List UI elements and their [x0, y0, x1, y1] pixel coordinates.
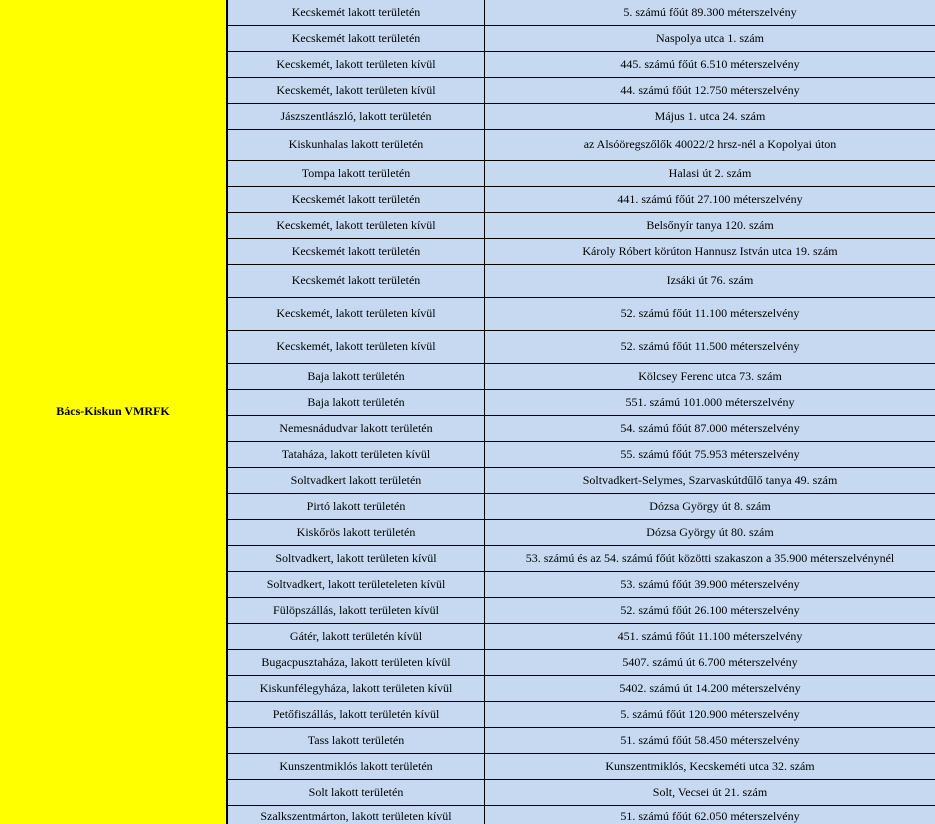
- place-cell: Kiskőrös lakott területén: [228, 519, 485, 545]
- table-row: [228, 701, 935, 727]
- location-cell: 52. számú főút 11.500 méterszelvény: [485, 330, 935, 363]
- table-row: [228, 330, 935, 363]
- table-row: [228, 264, 935, 297]
- place-cell: Kecskemét lakott területén: [228, 264, 485, 297]
- table-row: [228, 493, 935, 519]
- location-cell: Május 1. utca 24. szám: [485, 103, 935, 129]
- location-cell: Belsőnyír tanya 120. szám: [485, 212, 935, 238]
- place-cell: Solt lakott területén: [228, 779, 485, 805]
- table-row: [228, 363, 935, 389]
- location-cell: Halasi út 2. szám: [485, 160, 935, 186]
- location-cell: Dózsa György út 8. szám: [485, 493, 935, 519]
- place-cell: Baja lakott területén: [228, 389, 485, 415]
- location-cell: 451. számú főút 11.100 méterszelvény: [485, 623, 935, 649]
- place-cell: Kecskemét, lakott területen kívül: [228, 77, 485, 103]
- place-cell: Soltvadkert lakott területén: [228, 467, 485, 493]
- place-cell: Jászszentlászló, lakott területén: [228, 103, 485, 129]
- place-cell: Nemesnádudvar lakott területén: [228, 415, 485, 441]
- location-cell: Soltvadkert-Selymes, Szarvaskútdűlő tanya 49. szám: [485, 467, 935, 493]
- table-row: [228, 519, 935, 545]
- table-row: [228, 238, 935, 264]
- location-cell: 5402. számú út 14.200 méterszelvény: [485, 675, 935, 701]
- location-cell: 52. számú főút 26.100 méterszelvény: [485, 597, 935, 623]
- table-row: [228, 597, 935, 623]
- table-row: [228, 212, 935, 238]
- location-cell: 551. számú 101.000 méterszelvény: [485, 389, 935, 415]
- locations-table: [227, 0, 935, 824]
- table-row: [228, 467, 935, 493]
- table-row: [228, 441, 935, 467]
- place-cell: Kecskemét, lakott területen kívül: [228, 330, 485, 363]
- table-row: [228, 727, 935, 753]
- location-cell: 52. számú főút 11.100 méterszelvény: [485, 297, 935, 330]
- location-cell: 54. számú főút 87.000 méterszelvény: [485, 415, 935, 441]
- location-cell: 5. számú főút 89.300 méterszelvény: [485, 0, 935, 25]
- table-row: [228, 805, 935, 824]
- region-label: Bács-Kiskun VMRFK: [56, 404, 170, 418]
- place-cell: Kiskunhalas lakott területén: [228, 129, 485, 160]
- location-cell: Kunszentmiklós, Kecskeméti utca 32. szám: [485, 753, 935, 779]
- place-cell: Tataháza, lakott területen kívül: [228, 441, 485, 467]
- table-row: [228, 545, 935, 571]
- table-row: [228, 675, 935, 701]
- place-cell: Kunszentmiklós lakott területén: [228, 753, 485, 779]
- place-cell: Gátér, lakott területén kívül: [228, 623, 485, 649]
- place-cell: Kiskunfélegyháza, lakott területen kívül: [228, 675, 485, 701]
- location-cell: Károly Róbert körúton Hannusz István utca 19. szám: [485, 238, 935, 264]
- place-cell: Kecskemét lakott területén: [228, 0, 485, 25]
- place-cell: Kecskemét lakott területén: [228, 238, 485, 264]
- table-row: [228, 571, 935, 597]
- location-cell: 5407. számú út 6.700 méterszelvény: [485, 649, 935, 675]
- location-cell: 445. számú főút 6.510 méterszelvény: [485, 51, 935, 77]
- table-row: [228, 649, 935, 675]
- table-row: [228, 779, 935, 805]
- location-cell: Solt, Vecsei út 21. szám: [485, 779, 935, 805]
- table-row: [228, 103, 935, 129]
- location-cell: 51. számú főút 58.450 méterszelvény: [485, 727, 935, 753]
- location-cell: Naspolya utca 1. szám: [485, 25, 935, 51]
- place-cell: Fülöpszállás, lakott területen kívül: [228, 597, 485, 623]
- place-cell: Kecskemét lakott területén: [228, 25, 485, 51]
- table-row: [228, 25, 935, 51]
- location-cell: 5. számú főút 120.900 méterszelvény: [485, 701, 935, 727]
- location-cell: Kölcsey Ferenc utca 73. szám: [485, 363, 935, 389]
- table-row: [228, 297, 935, 330]
- location-cell: 441. számú főút 27.100 méterszelvény: [485, 186, 935, 212]
- place-cell: Kecskemét lakott területén: [228, 186, 485, 212]
- table-row: [228, 623, 935, 649]
- table-row: [228, 415, 935, 441]
- place-cell: Bugacpusztaháza, lakott területen kívül: [228, 649, 485, 675]
- location-cell: 53. számú főút 39.900 méterszelvény: [485, 571, 935, 597]
- place-cell: Tompa lakott területén: [228, 160, 485, 186]
- table-row: [228, 77, 935, 103]
- location-cell: Izsáki út 76. szám: [485, 264, 935, 297]
- location-cell: 44. számú főút 12.750 méterszelvény: [485, 77, 935, 103]
- place-cell: Pirtó lakott területén: [228, 493, 485, 519]
- table-row: [228, 51, 935, 77]
- table-row: [228, 0, 935, 25]
- table-row: [228, 129, 935, 160]
- location-cell: 53. számú és az 54. számú főút közötti szakaszon a 35.900 méterszelvénynél: [485, 545, 935, 571]
- region-cell: [0, 0, 227, 824]
- table-row: [228, 186, 935, 212]
- place-cell: Soltvadkert, lakott területeleten kívül: [228, 571, 485, 597]
- location-cell: 51. számú főút 62.050 méterszelvény: [485, 805, 935, 824]
- place-cell: Kecskemét, lakott területen kívül: [228, 212, 485, 238]
- table-row: [228, 160, 935, 186]
- table-body: [228, 0, 935, 824]
- location-cell: az Alsóöregszőlők 40022/2 hrsz-nél a Kopolyai úton: [485, 129, 935, 160]
- location-cell: Dózsa György út 80. szám: [485, 519, 935, 545]
- place-cell: Soltvadkert, lakott területen kívül: [228, 545, 485, 571]
- table-row: [228, 753, 935, 779]
- table-row: [228, 389, 935, 415]
- place-cell: Kecskemét, lakott területen kívül: [228, 51, 485, 77]
- place-cell: Tass lakott területén: [228, 727, 485, 753]
- place-cell: Baja lakott területén: [228, 363, 485, 389]
- place-cell: Kecskemét, lakott területen kívül: [228, 297, 485, 330]
- place-cell: Petőfiszállás, lakott területén kívül: [228, 701, 485, 727]
- location-cell: 55. számú főút 75.953 méterszelvény: [485, 441, 935, 467]
- place-cell: Szalkszentmárton, lakott területen kívül: [228, 805, 485, 824]
